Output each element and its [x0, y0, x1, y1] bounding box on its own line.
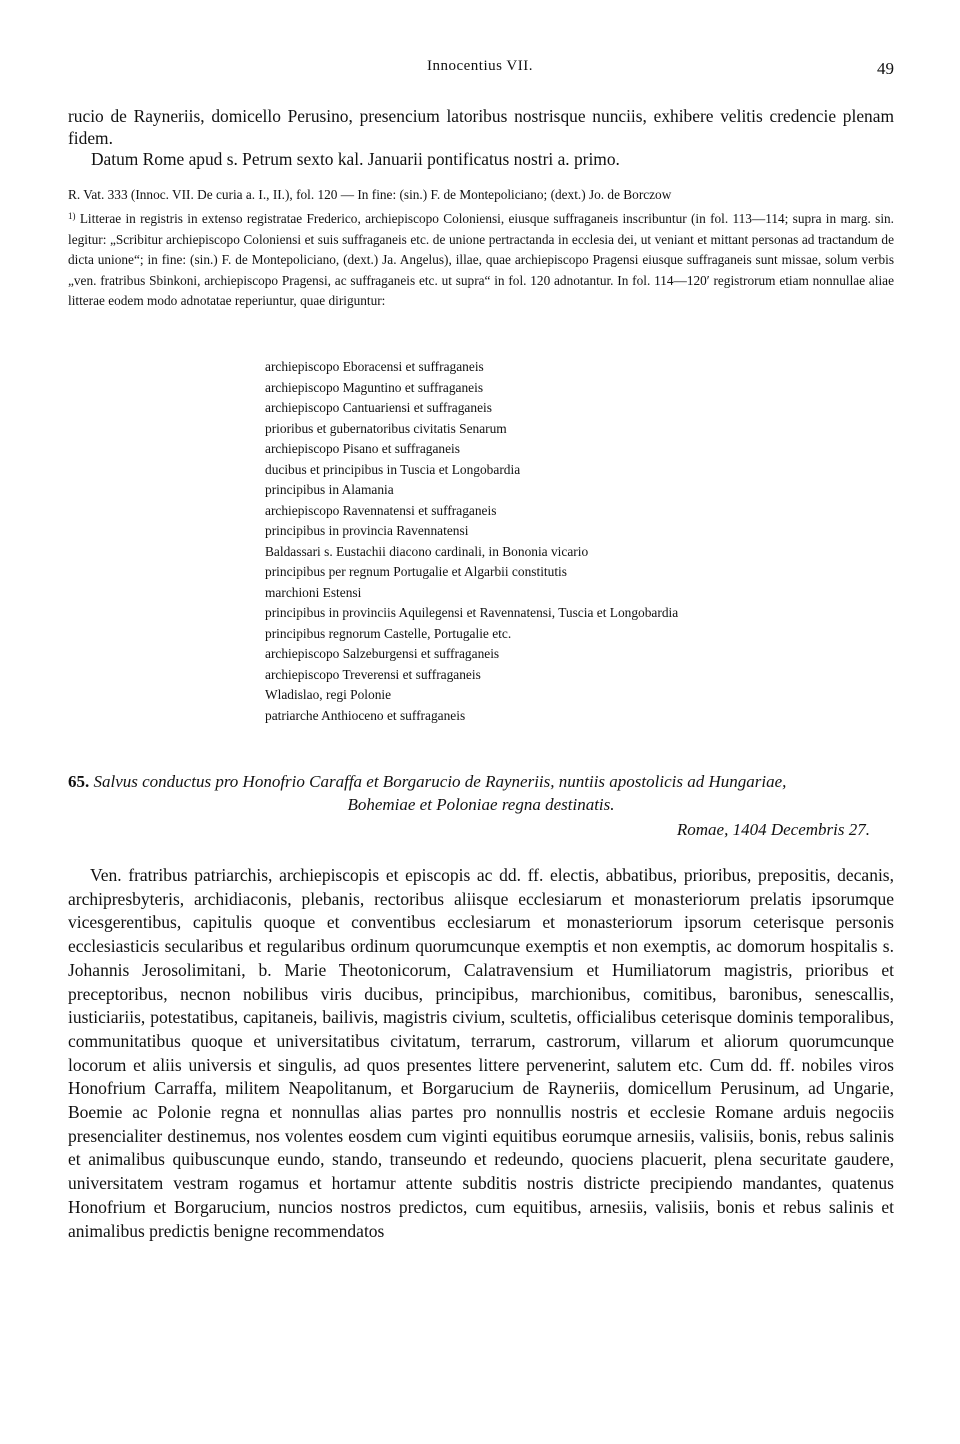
addressee-item: archiepiscopo Cantuariensi et suffraganeis [265, 400, 492, 415]
addressee-item: principibus regnorum Castelle, Portugalie etc. [265, 625, 512, 641]
addressee-item: principibus in Alamania [265, 482, 394, 497]
addressee-item: archiepiscopo Eboracensi et suffraganeis [265, 359, 484, 374]
addressee-list [265, 357, 885, 726]
page-number: 49 [877, 59, 894, 78]
addressee-item: principibus per regnum Portugalie et Algarbii constitutis [265, 564, 567, 579]
addressee-item: patriarche Anthioceno et suffraganeis [265, 707, 466, 723]
continuation-text: rucio de Rayneriis, domicello Perusino, presencium latoribus nostrisque nunciis, exhibere velitis credencie plenam fidem. [68, 106, 894, 148]
addressee-item: principibus in provincia Ravennatensi [265, 523, 469, 538]
addressee-item: marchioni Estensi [265, 584, 362, 600]
document-date: Romae, 1404 Decembris 27. [676, 820, 870, 839]
footnote [68, 206, 894, 312]
addressee-item: principibus in provinciis Aquilegensi et Ravennatensi, Tuscia et Longobardia [265, 605, 679, 620]
addressee-item: archiepiscopo Treverensi et suffraganeis [265, 666, 481, 682]
addressee-item: Baldassari s. Eustachii diacono cardinali, in Bononia vicario [265, 543, 589, 559]
document-title-line1: Salvus conductus pro Honofrio Caraffa et Borgarucio de Rayneriis, nuntiis apostolicis ad Hungariae, [93, 772, 787, 791]
addressee-item: Wladislao, regi Polonie [265, 687, 392, 702]
addressee-item: archiepiscopo Salzeburgensi et suffraganeis [265, 646, 500, 661]
addressee-item: prioribus et gubernatoribus civitatis Senarum [265, 420, 507, 436]
continuation-block [68, 106, 894, 171]
addressee-item: archiepiscopo Pisano et suffraganeis [265, 441, 460, 456]
footnote-marker: 1) [68, 211, 76, 221]
document-number: 65. [68, 772, 90, 791]
document-heading [68, 770, 894, 816]
footnote-text: Litterae in registris in extenso registratae Frederico, archiepiscopo Coloniensi, eiusque suffraganeis inscribuntur (in fol. 113—114; supra in marg. sin. legitur: „Scribitur archiepiscopo Coloniensi et suis suffraganeis etc. de unione pertractanda in ecclesia dei, ut veniant et mittant personas ad tractandum de dicta unione“; in fine: (sin.) F. de Montepoliciano, (dext.) Ja. Angelus), illae, quae archiepiscopo Pragensi eiusque suffraganeis sunt missae, solum verbis „ven. fratribus Sbinkoni, archiepiscopo Pragensi, ac suffraganeis etc. ut supra“ in fol. 120 adnotantur. In fol. 114—120′ registrorum etiam nonnullae aliae litterae eodem modo adnotatae reperiuntur, quae diriguntur: [68, 211, 894, 308]
datum-line: Datum Rome apud s. Petrum sexto kal. Januarii pontificatus nostri a. primo. [91, 149, 620, 169]
running-title: Innocentius VII. [426, 58, 534, 74]
addressee-item: archiepiscopo Maguntino et suffraganeis [265, 379, 484, 395]
document-title-line2: Bohemiae et Poloniae regna destinatis. [347, 795, 615, 814]
addressee-item: archiepiscopo Ravennatensi et suffraganeis [265, 502, 497, 518]
addressee-item: ducibus et principibus in Tuscia et Longobardia [265, 461, 521, 477]
source-note: R. Vat. 333 (Innoc. VII. De curia a. I., II.), fol. 120 — In fine: (sin.) F. de Montepoliciano; (dext.) Jo. de Borczow [68, 187, 672, 202]
document-body: Ven. fratribus patriarchis, archiepiscopis et episcopis ac dd. ff. electis, abbatibus, prioribus, prepositis, decanis, archipresbyteris, archidiaconis, plebanis, rectoribus aliisque ecclesiarum et monasteriorum prelatis ipsorumque vicesgerentibus, capitulis quoque et conventibus ecclesiarum et monasteriorum ipsorum ceterisque personis ecclesiasticis secularibus et regularibus ordinum quorumcunque exemptis et non exemptis, ac domorum hospitalis s. Johannis Jerosolimitani, b. Marie Theotonicorum, Calatravensium et Humiliatorum magistris, prioribus et preceptoribus, necnon nobilibus viris ducibus, principibus, marchionibus, comitibus, baronibus, senescallis, iusticiariis, potestatibus, capitaneis, bailivis, magistris civium, scultetis, officialibus ceterisque dominis temporalibus, communitatibus quoque et universitatibus civitatum, terrarum, castrorum, villarum et aliorum quorumcunque locorum et aliis universis et singulis, ad quos presentes littere pervenerint, salutem etc. Cum dd. ff. nobiles viros Honofrium Carraffa, militem Neapolitanum, et Borgarucium de Rayneriis, domicellum Perusinum, ad Ungarie, Boemie ac Polonie regna et nonnullas alias partes pro nonnullis nostris et ecclesie Romane arduis negociis presencialiter destinemus, nos volentes eosdem cum viginti equitibus eorumque arnesiis, valisiis, bonis, rebus salinis et animalibus quibuscunque eundo, stando, transeundo et redeundo, quociens placuerit, plena securitate gaudere, universitatem vestram rogamus et hortamur attente subditis nostris districte precipiendo mandantes, quatenus Honofrium et Borgarucium, nuncios nostros predictos, cum equitibus, arnesiis, valisiis, bonis et rebus salinis et animalibus predictis benigne recommendatos [68, 865, 894, 1241]
